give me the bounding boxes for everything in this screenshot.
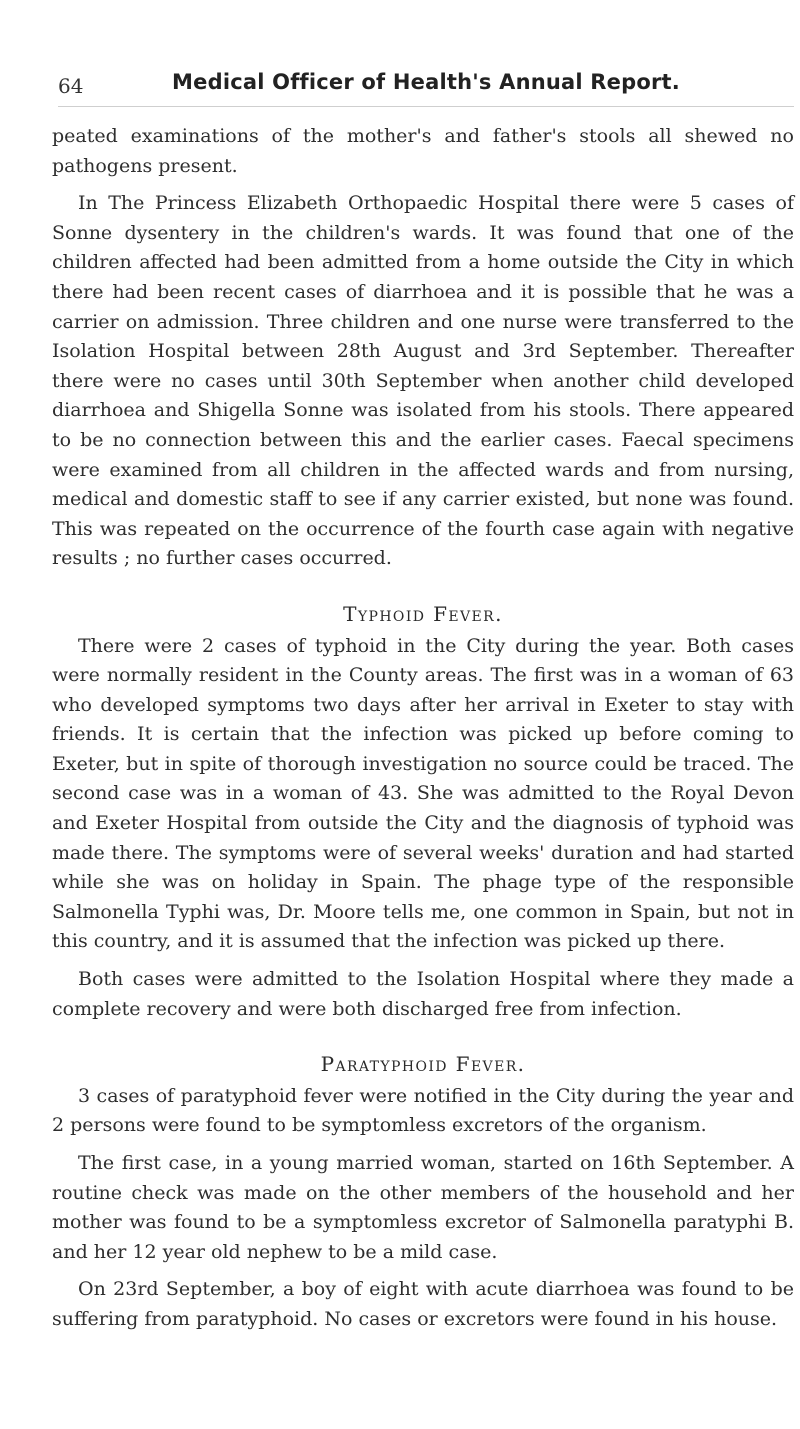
paragraph-continued: peated examinations of the mother's and father's stools all shewed no pathogens present. bbox=[52, 125, 794, 177]
paragraph-paratyphoid-summary: 3 cases of paratyphoid fever were notified in the City during the year and 2 persons were found to be symptomless excretors of the organism. bbox=[52, 1084, 794, 1137]
page-body bbox=[52, 122, 794, 1343]
paragraph-typhoid-recovery: Both cases were admitted to the Isolation Hospital where they made a complete recovery and were both discharged free from infection. bbox=[52, 968, 794, 1020]
page-number: 64 bbox=[58, 74, 84, 98]
running-head bbox=[58, 70, 794, 107]
paragraph-sonne-dysentery: In The Princess Elizabeth Orthopaedic Hospital there were 5 cases of Sonne dysentery in the children's wards. It was found that one of the children affected had been admitted from a home outside the City in which there had been recent cases of diarrhoea and it is possible that he was a carrier on admission. Three children and one nurse were transferred to the Isolation Hospital between 28th August and 3rd September. Thereafter there were no cases until 30th September when another child developed diarrhoea and Shigella Sonne was isolated from his stools. There appeared to be no connection between this and the earlier cases. Faecal specimens were examined from all children in the affected wards and from nursing, medical and domestic staff to see if any carrier existed, but none was found. This was repeated on the occurrence of the fourth case again with negative results ; no further cases occurred. bbox=[52, 192, 794, 570]
report-title: Medical Officer of Health's Annual Report. bbox=[172, 70, 680, 94]
paragraph-paratyphoid-first-case: The first case, in a young married woman, started on 16th September. A routine check was made on the other members of the household and her mother was found to be a symptomless excretor of Salmonella paratyphi B. and her 12 year old nephew to be a mild case. bbox=[52, 1152, 794, 1263]
paragraph-typhoid-cases: There were 2 cases of typhoid in the City during the year. Both cases were normally resident in the County areas. The first was in a woman of 63 who developed symptoms two days after her arrival in Exeter to stay with friends. It is certain that the infection was picked up before coming to Exeter, but in spite of thorough investigation no source could be traced. The second case was in a woman of 43. She was admitted to the Royal Devon and Exeter Hospital from outside the City and the diagnosis of typhoid was made there. The symptoms were of several weeks' duration and had started while she was on holiday in Spain. The phage type of the responsible Salmonella Typhi was, Dr. Moore tells me, one common in Spain, but not in this country, and it is assumed that the infection was picked up there. bbox=[52, 634, 794, 953]
paragraph-paratyphoid-boy: On 23rd September, a boy of eight with acute diarrhoea was found to be suffering from paratyphoid. No cases or excretors were found in his house. bbox=[52, 1278, 794, 1330]
heading-paratyphoid-fever: Paratyphoid Fever. bbox=[320, 1052, 526, 1077]
heading-typhoid-fever: Typhoid Fever. bbox=[343, 601, 503, 626]
